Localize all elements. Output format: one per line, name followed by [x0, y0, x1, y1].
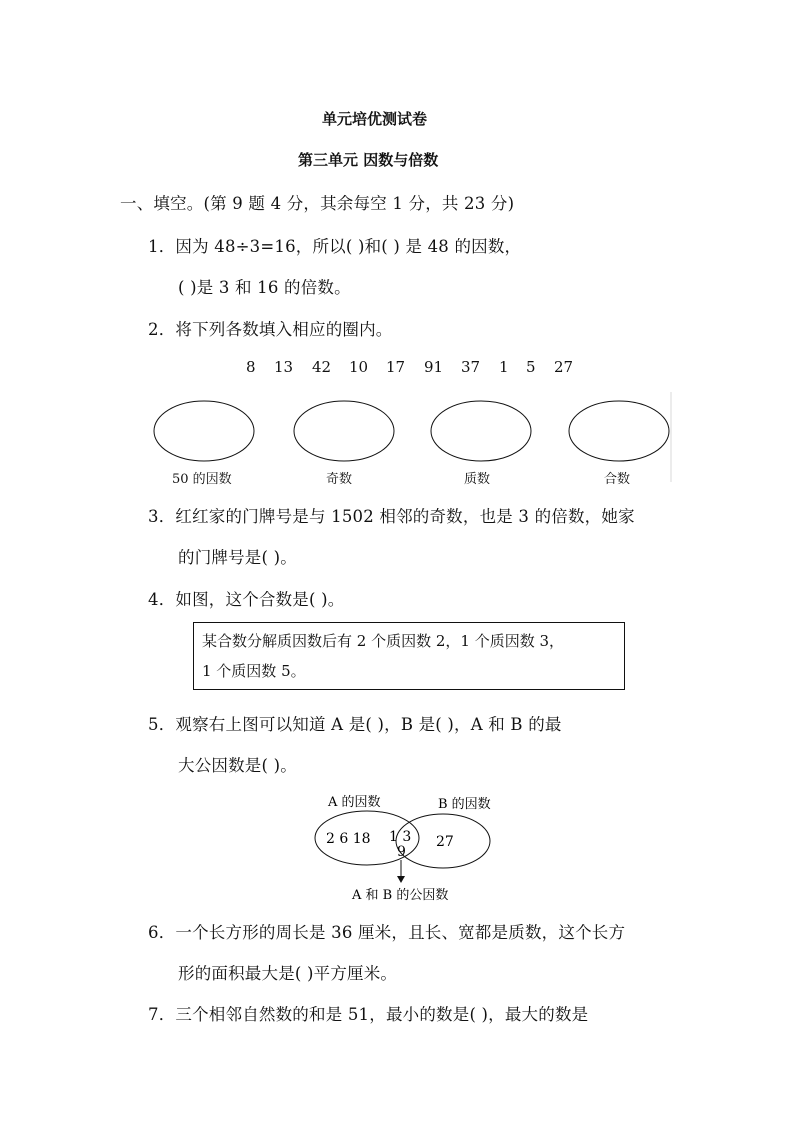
venn-diagram	[300, 788, 520, 908]
answer-oval-composite[interactable]	[569, 401, 669, 461]
page-title: 单元培优测试卷	[322, 110, 428, 128]
number-item: 42	[312, 358, 332, 376]
question-5-line-1: 5．观察右上图可以知道 A 是( )，B 是( )，A 和 B 的最	[148, 715, 562, 734]
number-item: 13	[274, 358, 294, 376]
number-item: 5	[526, 358, 536, 376]
number-item: 1	[499, 358, 509, 376]
question-6-line-2: 形的面积最大是( )平方厘米。	[178, 964, 398, 983]
venn-label-a: A 的因数	[328, 795, 381, 810]
question-4-text: 4．如图，这个合数是( )。	[148, 590, 345, 609]
box-line-2: 1 个质因数 5。	[202, 662, 306, 680]
prime-factor-box	[193, 622, 625, 690]
venn-only-a: 2 6 18	[326, 831, 371, 847]
question-7-line-1: 7．三个相邻自然数的和是 51，最小的数是( )，最大的数是	[148, 1005, 589, 1024]
oval-label-prime: 质数	[464, 472, 491, 487]
answer-oval-prime[interactable]	[431, 401, 531, 461]
venn-label-b: B 的因数	[438, 797, 491, 812]
question-5-line-2: 大公因数是( )。	[178, 756, 297, 775]
oval-label-odd: 奇数	[326, 472, 353, 487]
question-1-line-2: ( )是 3 和 16 的倍数。	[178, 278, 351, 297]
answer-oval-factors-of-50[interactable]	[154, 401, 254, 461]
venn-arrow-label: A 和 B 的公因数	[352, 888, 449, 903]
venn-arrow-head	[397, 876, 405, 883]
venn-common-top: 1 3	[389, 829, 412, 845]
number-item: 27	[554, 358, 574, 376]
oval-label-composite: 合数	[604, 472, 631, 487]
number-item: 37	[461, 358, 481, 376]
oval-label-factors-of-50: 50 的因数	[172, 472, 232, 487]
number-item: 17	[386, 358, 406, 376]
question-6-line-1: 6．一个长方形的周长是 36 厘米，且长、宽都是质数，这个长方	[148, 923, 626, 942]
number-item: 91	[424, 358, 444, 376]
section-heading: 一、填空。(第 9 题 4 分，其余每空 1 分，共 23 分)	[120, 194, 515, 213]
question-1-line-1: 1．因为 48÷3=16，所以( )和( ) 是 48 的因数，	[148, 237, 522, 256]
venn-only-b: 27	[436, 834, 454, 850]
number-item: 8	[246, 358, 256, 376]
unit-subtitle: 第三单元 因数与倍数	[298, 151, 439, 169]
venn-common-bottom: 9	[397, 844, 406, 860]
question-3-line-1: 3．红红家的门牌号是与 1502 相邻的奇数，也是 3 的倍数，她家	[148, 507, 635, 526]
box-line-1: 某合数分解质因数后有 2 个质因数 2，1 个质因数 3，	[202, 632, 565, 650]
question-2-text: 2．将下列各数填入相应的圈内。	[148, 320, 393, 339]
number-item: 10	[349, 358, 369, 376]
answer-oval-odd[interactable]	[294, 401, 394, 461]
question-3-line-2: 的门牌号是( )。	[178, 548, 297, 567]
